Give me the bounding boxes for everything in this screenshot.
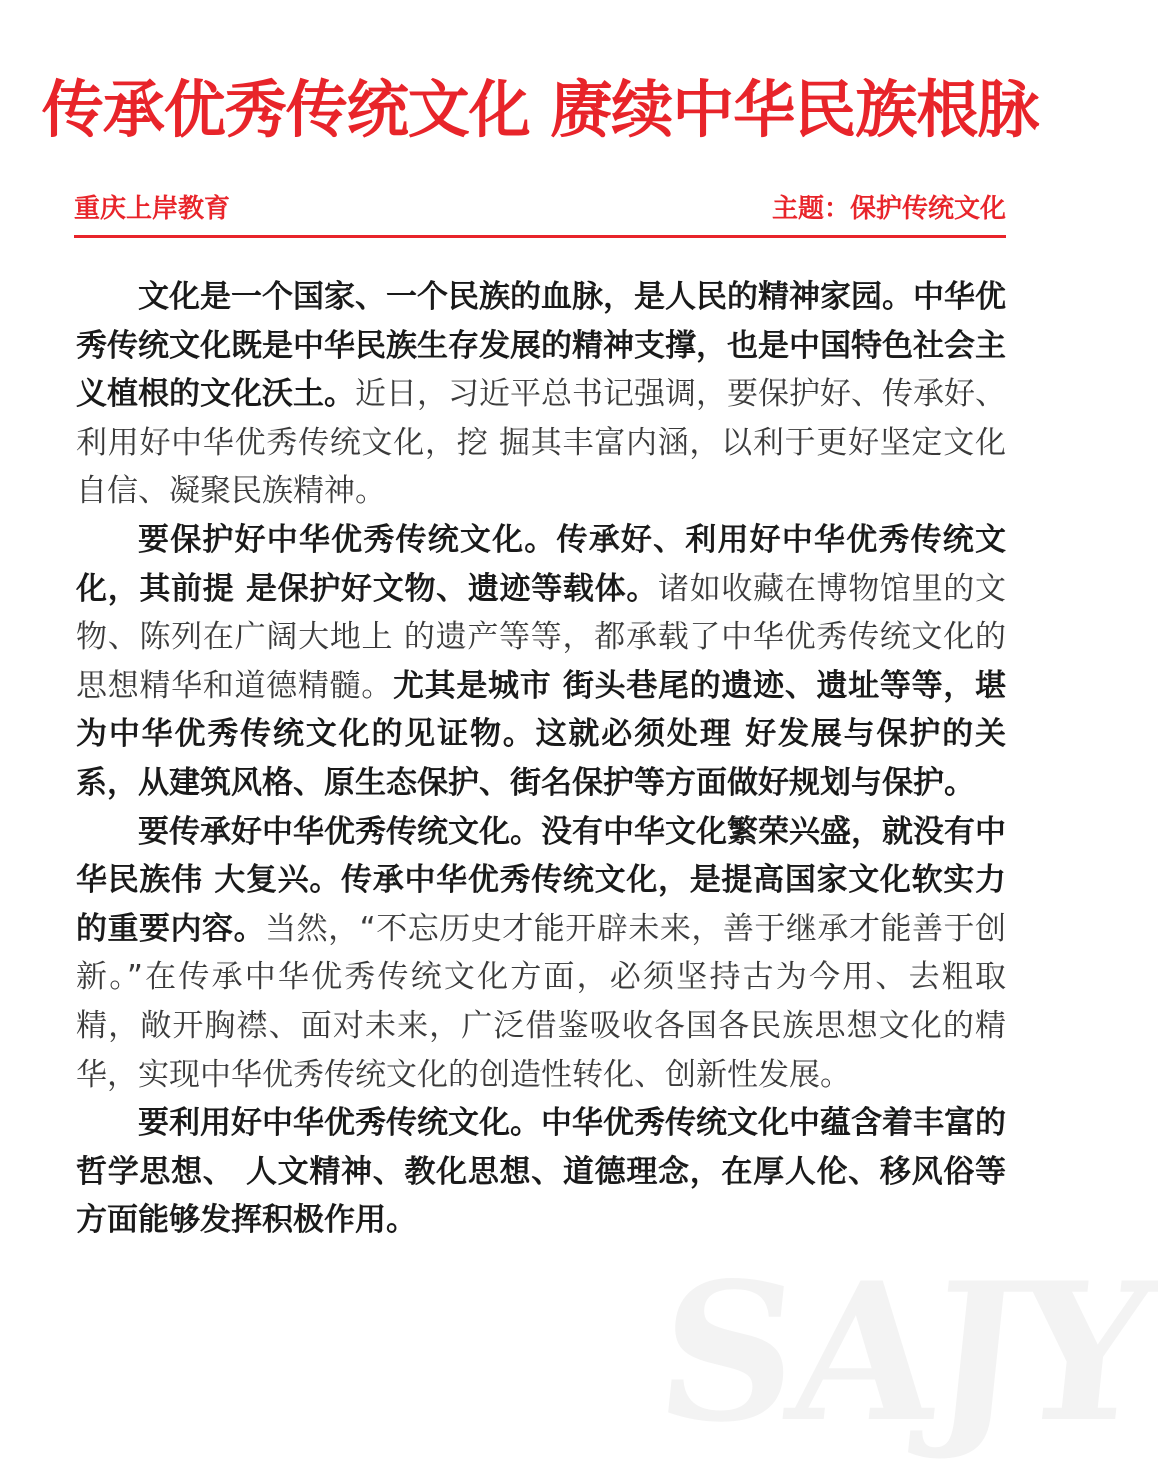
paragraph-3-normal-1: 当然，“不忘历史才能开辟未来，善于继承才能善于创新。”在传承中华优秀传统文化方面，必须坚持古为今用、去粗取精，敞开胸襟、面对未来，广泛借鉴吸收各国各民族思想文化的精华，实现中华优秀传统文化的创造性转化、创新性发展。 [76,910,1006,1093]
paragraph-1-bold-1: 文化是一个国家、一个民族的血脉，是人民的精神家园。中华优秀传统文化既是中华民族生存发展的精神支撑，也是中国特色社会主义植根的文化沃土。 [76,279,1006,413]
article-body [76,273,1006,1245]
paragraph-3-bold-1: 要传承好中华优秀传统文化。没有中华文化繁荣兴盛，就没有中华民族伟 大复兴。传承中华优秀传统文化，是提高国家文化软实力的重要内容。 [76,813,1006,947]
paragraph-2-normal-1: 诸如收藏在博物馆里的文物、陈列在广阔大地上 的遗产等等，都承载了中华优秀传统文化的思想精华和道德精髓。 [76,570,1006,704]
page-title: 传承优秀传统文化 赓续中华民族根脉 [41,73,1039,146]
paragraph-1 [76,273,1006,516]
paragraph-2-bold-2: 尤其是城市 街头巷尾的遗迹、遗址等等，堪为中华优秀传统文化的见证物。这就必须处理 好发展与保护的关系，从建筑风格、原生态保护、街名保护等方面做好规划与保护。 [76,667,1006,801]
paragraph-2 [76,516,1006,808]
paragraph-4-bold-1: 要利用好中华优秀传统文化。中华优秀传统文化中蕴含着丰富的哲学思想、 人文精神、教化思想、道德理念，在厚人伦、移风俗等方面能够发挥积极作用。 [76,1105,1006,1239]
paragraph-2-bold-1: 要保护好中华优秀传统文化。传承好、利用好中华优秀传统文化，其前提 是保护好文物、遗迹等载体。 [76,521,1006,607]
paragraph-1-normal-1: 近日，习近平总书记强调，要保护好、传承好、利用好中华优秀传统文化，挖 掘其丰富内涵，以利于更好坚定文化自信、凝聚民族精神。 [76,376,1006,510]
topic-label: 主题：保护传统文化 [771,194,1006,224]
paragraph-3 [76,808,1006,1100]
paragraph-4 [76,1099,1006,1245]
header-divider [74,235,1006,238]
meta-row [74,190,1006,230]
watermark-logo: SAJY [648,1241,1158,1464]
source-label: 重庆上岸教育 [74,194,231,224]
